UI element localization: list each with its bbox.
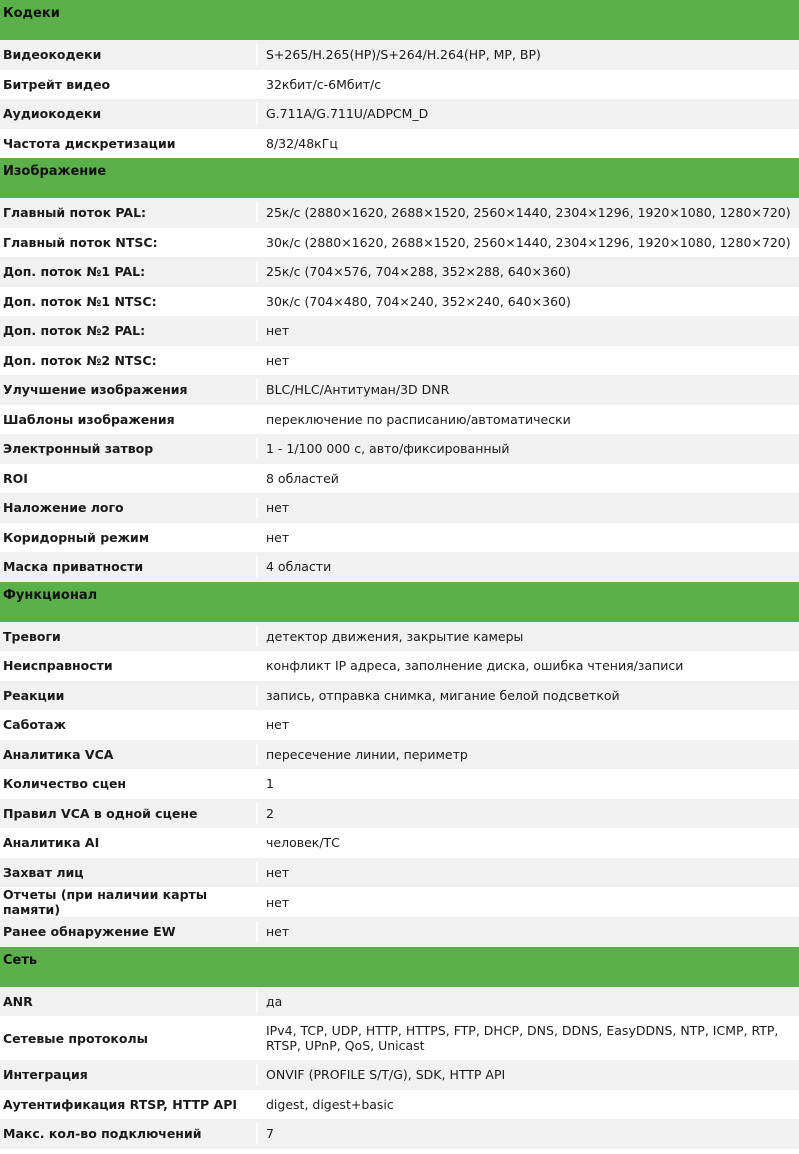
spec-row bbox=[0, 99, 799, 129]
spec-label: Доп. поток №1 PAL: bbox=[3, 264, 146, 280]
spec-label: Сетевые протоколы bbox=[3, 1030, 148, 1046]
spec-value: запись, отправка снимка, мигание белой подсветкой bbox=[256, 685, 799, 706]
spec-value: 30к/с (2880×1620, 2688×1520, 2560×1440, 2304×1296, 1920×1080, 1280×720) bbox=[256, 232, 799, 253]
spec-value: нет bbox=[256, 320, 799, 341]
spec-value: BLC/HLC/Антитуман/3D DNR bbox=[256, 379, 799, 400]
spec-label: Отчеты (при наличии карты памяти) bbox=[3, 887, 208, 917]
spec-label: Правил VCA в одной сцене bbox=[3, 805, 198, 821]
spec-row bbox=[0, 523, 799, 553]
spec-label: Захват лиц bbox=[3, 864, 84, 880]
spec-row bbox=[0, 622, 799, 652]
spec-label: Доп. поток №2 NTSC: bbox=[3, 352, 157, 368]
spec-label: Электронный затвор bbox=[3, 441, 154, 457]
spec-value: 30к/с (704×480, 704×240, 352×240, 640×360) bbox=[256, 291, 799, 312]
spec-value: IPv4, TCP, UDP, HTTP, HTTPS, FTP, DHCP, DNS, DDNS, EasyDDNS, NTP, ICMP, RTP, RTSP, UPnP, QoS, Unicast bbox=[256, 1020, 799, 1056]
spec-row bbox=[0, 917, 799, 947]
spec-label: Частота дискретизации bbox=[3, 135, 176, 151]
spec-label: Количество сцен bbox=[3, 776, 127, 792]
spec-label: Тревоги bbox=[3, 628, 61, 644]
spec-row bbox=[0, 316, 799, 346]
spec-label: Главный поток PAL: bbox=[3, 205, 147, 221]
spec-value: пересечение линии, периметр bbox=[256, 744, 799, 765]
spec-row bbox=[0, 405, 799, 435]
spec-row bbox=[0, 858, 799, 888]
section-header: Функционал bbox=[0, 582, 799, 622]
spec-value: да bbox=[256, 991, 799, 1012]
spec-row bbox=[0, 375, 799, 405]
spec-label: Аналитика AI bbox=[3, 835, 100, 851]
spec-label: Реакции bbox=[3, 687, 65, 703]
spec-row bbox=[0, 434, 799, 464]
spec-row bbox=[0, 1060, 799, 1090]
spec-value: 8 областей bbox=[256, 468, 799, 489]
spec-value: 4 области bbox=[256, 556, 799, 577]
spec-label: Аудиокодеки bbox=[3, 106, 102, 122]
spec-row bbox=[0, 651, 799, 681]
spec-row bbox=[0, 887, 799, 917]
spec-value: G.711A/G.711U/ADPCM_D bbox=[256, 103, 799, 124]
spec-label: Ранее обнаружение EW bbox=[3, 924, 176, 940]
spec-value: 7 bbox=[256, 1123, 799, 1144]
spec-row bbox=[0, 552, 799, 582]
section-header: Изображение bbox=[0, 158, 799, 198]
section-header: Сеть bbox=[0, 947, 799, 987]
spec-label: Неисправности bbox=[3, 658, 113, 674]
spec-row bbox=[0, 681, 799, 711]
spec-label: Маска приватности bbox=[3, 559, 144, 575]
spec-row bbox=[0, 799, 799, 829]
spec-value: нет bbox=[256, 862, 799, 883]
spec-value: 32кбит/с-6Мбит/с bbox=[256, 74, 799, 95]
spec-row bbox=[0, 287, 799, 317]
spec-label: Интеграция bbox=[3, 1067, 88, 1083]
spec-label: Шаблоны изображения bbox=[3, 411, 175, 427]
spec-label: Видеокодеки bbox=[3, 47, 102, 63]
spec-value: нет bbox=[256, 714, 799, 735]
spec-row bbox=[0, 1119, 799, 1149]
spec-value: детектор движения, закрытие камеры bbox=[256, 626, 799, 647]
spec-value: S+265/H.265(HP)/S+264/H.264(HP, MP, BP) bbox=[256, 44, 799, 65]
spec-row bbox=[0, 828, 799, 858]
spec-label: Улучшение изображения bbox=[3, 382, 188, 398]
spec-value: 1 bbox=[256, 773, 799, 794]
spec-label: Саботаж bbox=[3, 717, 67, 733]
spec-label: Макс. кол-во подключений bbox=[3, 1126, 202, 1142]
spec-value: 25к/с (704×576, 704×288, 352×288, 640×360) bbox=[256, 261, 799, 282]
spec-label: ROI bbox=[3, 470, 28, 486]
spec-value: 25к/с (2880×1620, 2688×1520, 2560×1440, 2304×1296, 1920×1080, 1280×720) bbox=[256, 202, 799, 223]
spec-row bbox=[0, 987, 799, 1017]
section-header: Кодеки bbox=[0, 0, 799, 40]
spec-row bbox=[0, 1016, 799, 1060]
spec-value: нет bbox=[256, 892, 799, 913]
spec-label: Главный поток NTSC: bbox=[3, 234, 158, 250]
spec-value: ONVIF (PROFILE S/T/G), SDK, HTTP API bbox=[256, 1064, 799, 1085]
spec-row bbox=[0, 1090, 799, 1120]
spec-label: Наложение лого bbox=[3, 500, 124, 516]
spec-row bbox=[0, 40, 799, 70]
spec-value: человек/ТС bbox=[256, 832, 799, 853]
spec-value: нет bbox=[256, 921, 799, 942]
spec-label: Доп. поток №2 PAL: bbox=[3, 323, 146, 339]
spec-row bbox=[0, 493, 799, 523]
spec-row bbox=[0, 464, 799, 494]
spec-value: конфликт IP адреса, заполнение диска, ошибка чтения/записи bbox=[256, 655, 799, 676]
spec-row bbox=[0, 198, 799, 228]
spec-value: переключение по расписанию/автоматически bbox=[256, 409, 799, 430]
spec-value: digest, digest+basic bbox=[256, 1094, 799, 1115]
spec-row bbox=[0, 346, 799, 376]
spec-row bbox=[0, 129, 799, 159]
spec-row bbox=[0, 740, 799, 770]
spec-row bbox=[0, 70, 799, 100]
spec-row bbox=[0, 257, 799, 287]
spec-label: Аналитика VCA bbox=[3, 746, 114, 762]
spec-row bbox=[0, 769, 799, 799]
spec-row bbox=[0, 710, 799, 740]
spec-value: нет bbox=[256, 497, 799, 518]
spec-label: ANR bbox=[3, 993, 33, 1009]
spec-value: 8/32/48кГц bbox=[256, 133, 799, 154]
spec-row bbox=[0, 228, 799, 258]
spec-value: 2 bbox=[256, 803, 799, 824]
spec-label: Доп. поток №1 NTSC: bbox=[3, 293, 157, 309]
spec-value: 1 - 1/100 000 с, авто/фиксированный bbox=[256, 438, 799, 459]
spec-label: Коридорный режим bbox=[3, 529, 150, 545]
spec-label: Аутентификация RTSP, HTTP API bbox=[3, 1096, 238, 1112]
spec-label: Битрейт видео bbox=[3, 76, 111, 92]
spec-value: нет bbox=[256, 350, 799, 371]
spec-value: нет bbox=[256, 527, 799, 548]
